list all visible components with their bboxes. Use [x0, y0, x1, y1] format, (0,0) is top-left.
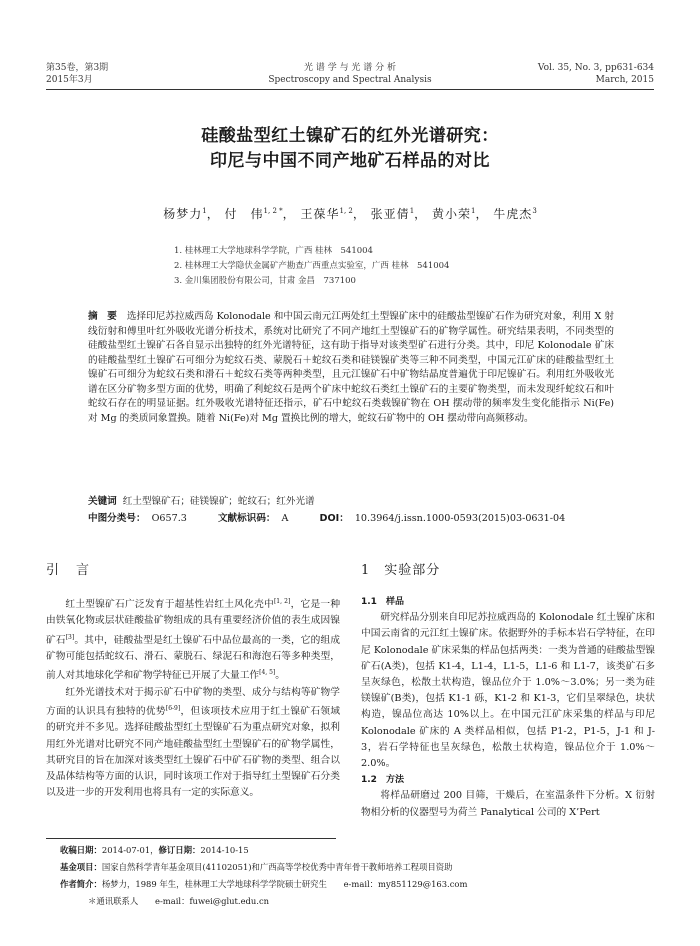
running-header-center	[200, 62, 500, 86]
author-affil-sup: 3	[532, 207, 537, 215]
corresponding-line: ＊通讯联系人 e-mail：fuwei@glut.edu.cn	[88, 896, 270, 906]
keywords-label: 关键词	[88, 496, 117, 507]
experiment-body	[361, 594, 655, 821]
citation: [6-9]	[165, 704, 181, 712]
abstract-text: 选择印尼苏拉威西岛 Kolonodale 和中国云南元江两处红土型镍矿床中的硅酸盐型镍矿石作为研究对象，利用 X 射线衍射和傅里叶红外吸收光谱分析技术，系统对比研究了不同产地红土型镍矿石的矿物学属性。研究结果表明，不同类型的硅酸盐型红土镍矿石各自显示出独特的红外光谱特征，这有助于指导对该类型矿石进行分类。其中，印尼 Kolonodale 矿床的硅酸盐型红土镍矿石可细分为蛇纹石类、蒙脱石＋蛇纹石类和硅镁镍矿类等三种不同类型，中国元江矿床的硅酸盐型红土镍矿石可细分为蛇纹石类和滑石＋蛇纹石类等两种类型，且元江镍矿石中矿物结晶度普遍优于印尼镍矿石。利用红外吸收光谱在区分矿物多型方面的优势，明确了利蛇纹石是两个矿床中蛇纹石类红土镍矿石的主要矿物类型，而未发现纤蛇纹石和叶蛇纹石存在的明显证据。红外吸收光谱特征还指示，矿石中蛇纹石类载镍矿物在 OH 摆动带的频率发生变化能指示 Ni(Fe)对 Mg 的类质同象置换。随着 Ni(Fe)对 Mg 置换比例的增大，蛇纹石矿物中的 OH 摆动带向高频移动。	[88, 311, 615, 424]
author-name: 杨梦力	[163, 207, 203, 221]
author-affil-sup: 1, 2 *	[263, 207, 283, 215]
journal-name-en: Spectroscopy and Spectral Analysis	[268, 75, 432, 85]
keywords	[88, 494, 315, 509]
keywords-text: 红土型镍矿石；硅镁镍矿；蛇纹石；红外光谱	[122, 496, 315, 507]
author-affil-sup: 1	[471, 207, 476, 215]
paper-title	[60, 124, 640, 174]
journal-name-cn: 光 谱 学 与 光 谱 分 析	[303, 63, 397, 73]
title-line-2: 印尼与中国不同产地矿石样品的对比	[210, 151, 490, 171]
section-1-2-text: 将样品研磨过 200 目筛，干燥后，在室温条件下分析。X 衍射物相分析的仪器型号为荷兰 Panalytical 公司的 X’Pert	[361, 790, 655, 818]
running-header-right	[538, 62, 654, 86]
intro-text: ，但该项技术应用于红土镍矿石领域的研究并不多见。选择硅酸盐型红土型镍矿石为重点研究对象，拟利用红外光谱对比研究不同产地硅酸盐型红土型镍矿石的矿物学属性，其研究目的旨在加深对该类型红土镍矿石中矿石矿物的类型、组合以及晶体结构等方面的认识，同时该项工作对于指导红土型镍矿石分类以及进一步的开发利用也将具有一定的实际意义。	[46, 706, 341, 799]
intro-text: 。	[275, 670, 285, 682]
header-rule	[46, 89, 654, 90]
revised-label: 修订日期：	[158, 845, 201, 855]
author-bio-line	[60, 876, 467, 893]
date-cn: 2015年3月	[46, 75, 93, 85]
section-1-1-text: 研究样品分别来自印尼苏拉威西岛的 Kolonodale 红土镍矿床和中国云南省的元江红土镍矿床。依据野外的手标本岩石学特征，在印尼 Kolonodale 矿床采集的样品包括两类：一类为普通的硅酸盐型镍矿石(A类)，包括 K1-4，L1-4，L1-5，L1-6 和 L1-7，该类矿石多呈灰绿色，松散土状构造，镍品位介于 1.0%～3.0%；另一类为硅镁镍矿(B类)，包括 K1-1 砾，K1-2 和 K1-3，它们呈翠绿色，块状构造，镍品位高达 10%以上。在中国元江矿床采集的样品与印尼 Kolonodale 矿床的 A 类样品相似，包括 P1-2，P1-5，J-1 和 J-3，岩石学特征也呈灰绿色，松散土状构造，镍品位介于 1.0%～2.0%。	[361, 612, 655, 770]
volume-en: Vol. 35, No. 3, pp631-634	[537, 63, 654, 73]
affiliation: 3. 金川集团股份有限公司，甘肃 金昌 737100	[174, 276, 356, 286]
fund-line	[60, 859, 467, 876]
author-list: 杨梦力$^1$， 付 伟$^{1, 2 *}$， 王葆华$^{1, 2}$， 张亚倩$^1$， 黄小荣$^1$， 牛虎杰$^3$	[163, 207, 537, 221]
footnote-rule	[46, 838, 336, 839]
doc-code: A	[281, 513, 289, 524]
author-name: 王葆华	[300, 207, 340, 221]
author-bio-label: 作者简介：	[60, 879, 102, 889]
section-1-1-heading: 1.1 样品	[361, 597, 404, 607]
section-1-2-heading: 1.2 方法	[361, 775, 404, 786]
clc-label: 中图分类号：	[88, 513, 146, 524]
classification-line	[88, 511, 565, 526]
intro-heading: 引 言	[46, 563, 92, 578]
revised-date: 2014-10-15	[200, 845, 249, 855]
doi-value: 10.3964/j.issn.1000-0593(2015)03-0631-04	[354, 513, 566, 524]
abstract-label: 摘 要	[88, 311, 117, 322]
received-date: 2014-07-01，	[101, 845, 159, 855]
author-name: 付 伟	[224, 207, 264, 221]
abstract	[88, 310, 614, 426]
intro-text: 红外光谱技术对于揭示矿石中矿物的类型、成分与结构等矿物学方面的认识具有独特的优势	[46, 686, 340, 718]
author-name: 张亚倩	[370, 207, 410, 221]
fund-label: 基金项目：	[60, 862, 102, 872]
affiliation: 2. 桂林理工大学隐伏金属矿产勘查广西重点实验室，广西 桂林 541004	[174, 261, 450, 271]
author-name: 黄小荣	[431, 207, 471, 221]
author-affil-sup: 1	[202, 207, 207, 215]
author-affil-sup: 1	[409, 207, 415, 215]
citation: [3]	[65, 633, 75, 641]
affiliation-list	[174, 244, 449, 289]
doi-label: DOI：	[319, 513, 349, 524]
clc-number: O657.3	[151, 513, 187, 524]
intro-body	[46, 594, 340, 801]
author-name: 牛虎杰	[493, 207, 533, 221]
running-header-left	[46, 62, 108, 86]
fund-text: 国家自然科学青年基金项目(41102051)和广西高等学校优秀中青年骨干教师培养工程项目资助	[101, 862, 453, 872]
received-line	[60, 842, 467, 859]
doc-code-label: 文献标识码：	[217, 513, 276, 524]
volume-cn: 第35卷，第3期	[46, 63, 109, 73]
author-affil-sup: 1, 2	[339, 207, 353, 215]
received-label: 收稿日期：	[60, 845, 102, 855]
intro-paragraph	[46, 685, 340, 802]
experiment-heading: 1 实验部分	[361, 563, 441, 578]
affiliation: 1. 桂林理工大学地球科学学院，广西 桂林 541004	[174, 246, 373, 256]
intro-paragraph	[46, 594, 340, 685]
intro-text: 。其中，硅酸盐型是红土镍矿石中品位最高的一类，它的组成矿物可能包括蛇纹石、滑石、蒙脱石、绿泥石和海泡石等多种类型，前人对其地球化学和矿物学特征已开展了大量工作	[46, 634, 341, 682]
citation: [1, 2]	[273, 598, 291, 605]
citation: [4, 5]	[259, 669, 276, 677]
footnotes	[60, 842, 467, 910]
intro-text: ，它是一种由铁氧化物或层状硅酸盐矿物组成的具有重要经济价值的表生成因镍矿石	[46, 599, 341, 646]
title-line-1: 硅酸盐型红土镍矿石的红外光谱研究：	[201, 126, 499, 146]
intro-text: 红土型镍矿石广泛发育于超基性岩红土风化壳中	[65, 599, 274, 611]
author-bio-text: 杨梦力，1989 年生，桂林理工大学地球科学学院硕士研究生 e-mail：my851129@163.com	[101, 879, 468, 889]
date-en: March, 2015	[595, 75, 654, 85]
